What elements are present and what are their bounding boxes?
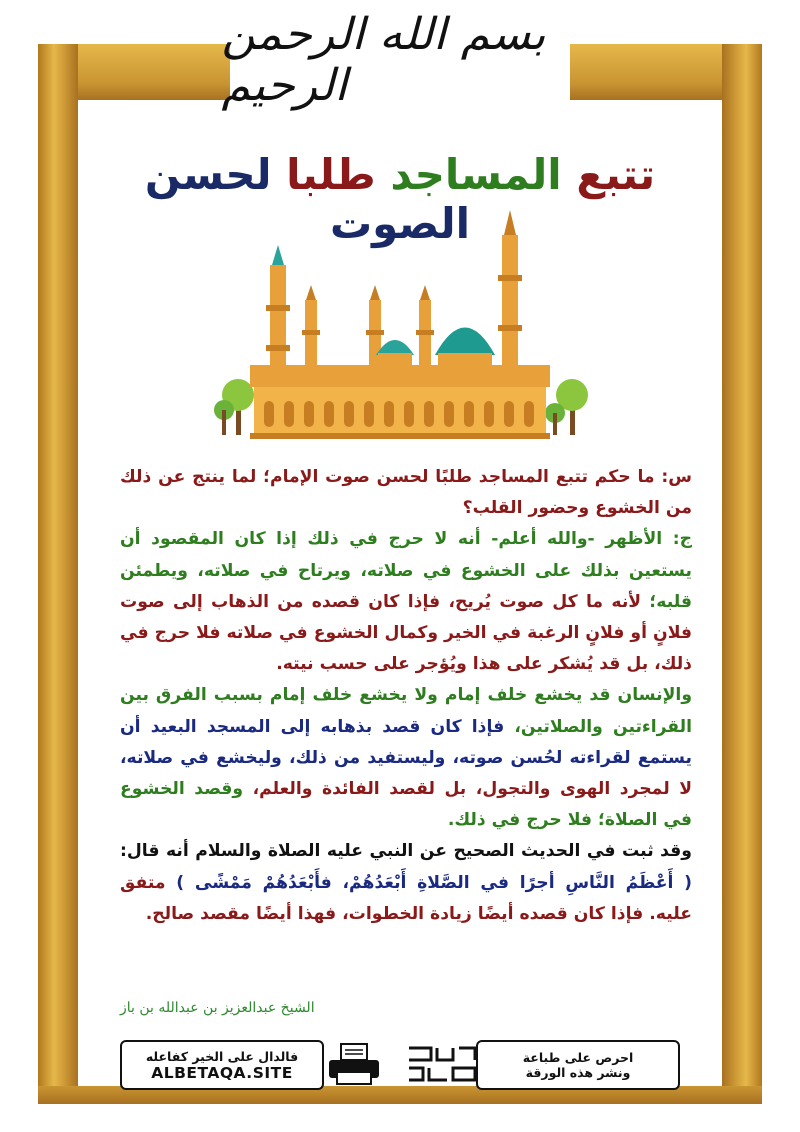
title-word-1: تتبع xyxy=(576,150,656,199)
question-text: س: ما حكم تتبع المساجد طلبًا لحسن صوت الإمام؛ لما ينتج عن ذلك من الخشوع وحضور القلب؟ xyxy=(120,467,692,519)
paragraph2-part-d: وقصد الخشوع في الصلاة؛ فلا حرج في ذلك. xyxy=(120,779,692,831)
tree-right-icon xyxy=(545,379,588,435)
footer-site-link[interactable]: ALBETAQA.SITE xyxy=(151,1063,293,1082)
minaret-far-left xyxy=(266,245,290,385)
question-paragraph xyxy=(120,462,692,524)
paragraph2-part-c: لا لمجرد الهوى والتجول، بل لقصد الفائدة والعلم، xyxy=(252,779,692,800)
frame-left xyxy=(38,44,78,1104)
basmala-box xyxy=(221,4,570,116)
dome-large-icon xyxy=(435,328,495,356)
footer-print-line1: احرص على طباعة xyxy=(522,1050,634,1065)
answer-lead: ج: الأظهر -والله أعلم- أنه لا حرج في ذلك إذا كان المقصود أن يستعين بذلك على الخشوع في صلاته، ويرتاح في صلاته، ويطمئن قلبه؛ xyxy=(120,529,692,612)
basmala-calligraphy: بسم الله الرحمن الرحيم xyxy=(221,9,546,111)
answer-paragraph xyxy=(120,524,692,680)
signature: الشيخ عبدالعزيز بن عبدالله بن باز xyxy=(120,1000,315,1016)
paragraph3-part-b: متفق عليه. فإذا كان قصده أيضًا زيادة الخطوات، فهذا أيضًا مقصد صالح. xyxy=(120,872,692,924)
title-word-3: طلبا xyxy=(286,150,376,199)
footer-print-box xyxy=(476,1040,680,1090)
footer-bar xyxy=(120,1040,680,1090)
albetaqa-logo xyxy=(403,1042,481,1086)
answer-reason: لأنه ما كل صوت يُريح، فإذا كان قصده من الذهاب إلى صوت فلانٍ أو فلانٍ الرغبة في الخير وكمال الخشوع في صلاته فلا حرج في ذلك، بل قد يُشكر على هذا ويُؤجر على حسب نيته. xyxy=(120,591,692,675)
frame-right xyxy=(722,44,762,1104)
third-paragraph xyxy=(120,836,692,930)
footer-print-line2: ونشر هذه الورقة xyxy=(525,1065,631,1080)
printer-icon xyxy=(325,1042,383,1086)
paragraph2-part-a: والإنسان قد يخشع خلف إمام ولا يخشع خلف إمام بسبب الفرق بين القراءتين والصلاتين، xyxy=(120,685,692,737)
article-body xyxy=(120,462,692,930)
dome-small-icon xyxy=(376,340,414,355)
hadith-quote: ( أَعْظَمُ النَّاسِ أجرًا في الصَّلاةِ أَبْعَدُهُمْ، فأَبْعَدُهُمْ مَمْشًى ) xyxy=(176,872,693,893)
minaret-tall-right xyxy=(498,210,522,385)
tree-left-icon xyxy=(214,379,254,435)
paragraph2-part-b: فإذا كان قصد بذهابه إلى المسجد البعيد أن يستمع لقراءته لحُسن صوته، وليستفيد من ذلك، وليخشع في صلاته، xyxy=(120,716,692,768)
mosque-illustration xyxy=(210,205,590,445)
footer-site-box[interactable] xyxy=(120,1040,324,1090)
title-word-2: المساجد xyxy=(390,150,562,199)
paragraph3-part-a: وقد ثبت في الحديث الصحيح عن النبي عليه الصلاة والسلام أنه قال: xyxy=(120,841,692,862)
footer-slogan: فالدال على الخير كفاعله xyxy=(145,1048,299,1064)
title-word-4: لحسن الصوت xyxy=(144,150,471,248)
second-paragraph xyxy=(120,680,692,836)
